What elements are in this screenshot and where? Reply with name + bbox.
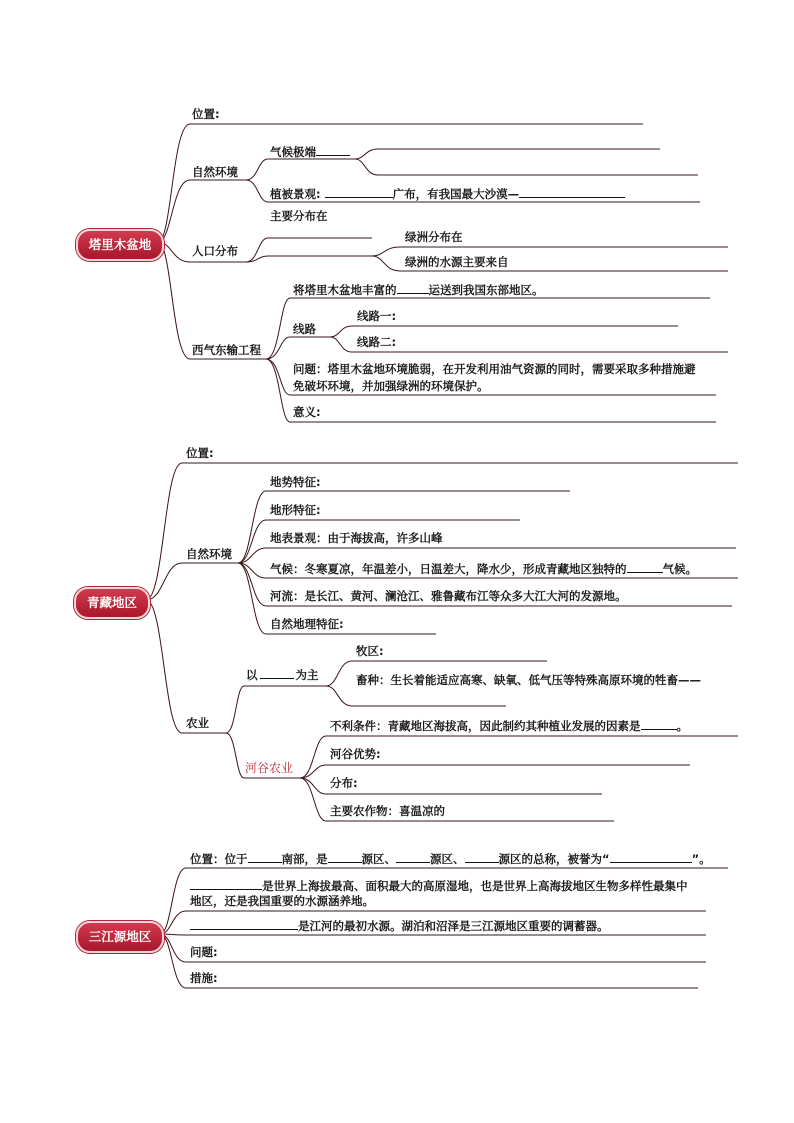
qz-disadv-end: 。 — [676, 719, 688, 733]
vegetation-text: 植被景观: — [270, 187, 321, 201]
label-qz-climate — [270, 561, 697, 576]
label-tarim-problem-2: 免破坏环境，并加强绿洲的环境保护。 — [293, 379, 489, 393]
label-sj-position — [190, 851, 711, 866]
label-qz-livestock: 畜种：生长着能适应高寒、缺氧、低气压等特殊高原环境的牲畜—— — [356, 673, 701, 687]
label-sj-measure: 措施: — [190, 971, 218, 985]
qz-disadv-text: 不利条件：青藏地区海拔高，因此制约其种植业发展的因素是 — [330, 719, 641, 733]
label-tarim-route: 线路 — [293, 322, 316, 336]
vegetation-mid-text: 广布，有我国最大沙漠— — [392, 187, 520, 201]
blank — [316, 144, 350, 156]
blank — [260, 667, 294, 679]
label-tarim-route2: 线路二: — [357, 335, 397, 349]
root-node-tarim: 塔里木盆地 — [76, 229, 164, 261]
qz-climate-end: 气候。 — [662, 562, 697, 576]
label-tarim-meaning: 意义: — [293, 405, 321, 419]
blank — [190, 878, 262, 890]
qz-weizhu: 为主 — [295, 668, 319, 682]
label-qz-valley-agri: 河谷农业 — [245, 761, 294, 775]
blank — [627, 561, 663, 573]
label-tarim-oasis: 绿洲分布在 — [405, 230, 463, 244]
label-tarim-vegetation — [270, 186, 625, 201]
label-qz-valley-adv: 河谷优势: — [330, 747, 381, 761]
label-tarim-main-dist: 主要分布在 — [270, 209, 328, 223]
blank — [610, 851, 692, 863]
sj-pos-a: 位置：位于 — [190, 852, 248, 866]
blank — [190, 918, 298, 930]
blank — [519, 186, 625, 198]
sj-pos-e: 源区的总称，被誉为“ — [498, 852, 610, 866]
qz-yi: 以 — [246, 668, 258, 682]
label-qz-landform: 地形特征: — [270, 503, 321, 517]
label-qz-position: 位置: — [186, 446, 214, 460]
sj-pos-f: ”。 — [691, 852, 711, 866]
label-tarim-route1: 线路一: — [357, 309, 397, 323]
sj-pos-d: 源区、 — [430, 852, 465, 866]
label-qz-crops: 主要农作物：喜温凉的 — [330, 804, 445, 818]
blank — [328, 851, 362, 863]
climate-text: 气候极端 — [270, 145, 316, 159]
label-sj-wetland-1 — [190, 878, 688, 893]
label-qz-rivers: 河流：是长江、黄河、澜沧江、雅鲁藏布江等众多大江大河的发源地。 — [270, 589, 627, 603]
label-qz-distribution: 分布: — [330, 776, 358, 790]
blank — [325, 186, 393, 198]
blank — [465, 851, 499, 863]
label-qz-terrain-trend: 地势特征: — [270, 475, 321, 489]
label-tarim-oasis-water: 绿洲的水源主要来自 — [405, 255, 509, 269]
sj-l3: 是江河的最初水源。湖泊和沼泽是三江源地区重要的调蓄器。 — [298, 919, 609, 933]
root-node-sanjiang: 三江源地区 — [76, 921, 164, 953]
label-tarim-transport — [293, 282, 544, 297]
label-qz-geo: 自然地理特征: — [270, 617, 344, 631]
label-qz-pasture: 牧区: — [356, 644, 384, 658]
label-tarim-xiqi: 西气东输工程 — [192, 343, 261, 357]
label-qz-agri: 农业 — [186, 716, 209, 730]
label-qz-mainly — [246, 667, 319, 682]
blank — [641, 718, 677, 730]
label-tarim-problem-1: 问题：塔里木盆地环境脆弱，在开发利用油气资源的同时，需要采取多种措施避 — [293, 362, 696, 376]
sj-pos-c: 源区、 — [361, 852, 396, 866]
sj-l2a: 是世界上海拔最高、面积最大的高原湿地，也是世界上高海拔地区生物多样性最集中 — [262, 879, 688, 893]
label-qz-nature: 自然环境 — [186, 547, 232, 561]
label-qz-disadvantage — [330, 718, 688, 733]
label-sj-source — [190, 918, 609, 933]
blank — [248, 851, 282, 863]
label-tarim-nature: 自然环境 — [192, 165, 238, 179]
label-qz-surface: 地表景观：由于海拔高，许多山峰 — [270, 531, 443, 545]
label-tarim-population: 人口分布 — [192, 244, 238, 258]
label-sj-wetland-2: 地区，还是我国重要的水源涵养地。 — [190, 894, 374, 908]
label-sj-problem: 问题: — [190, 945, 218, 959]
blank — [397, 282, 429, 294]
transport-end-text: 运送到我国东部地区。 — [428, 283, 544, 297]
transport-text: 将塔里木盆地丰富的 — [293, 283, 397, 297]
qz-climate-text: 气候：冬寒夏凉，年温差小，日温差大，降水少，形成青藏地区独特的 — [270, 562, 627, 576]
label-tarim-position: 位置: — [192, 107, 220, 121]
root-node-qingzang: 青藏地区 — [74, 587, 150, 619]
blank — [396, 851, 430, 863]
sj-pos-b: 南部，是 — [281, 852, 328, 866]
label-tarim-climate — [270, 144, 350, 159]
